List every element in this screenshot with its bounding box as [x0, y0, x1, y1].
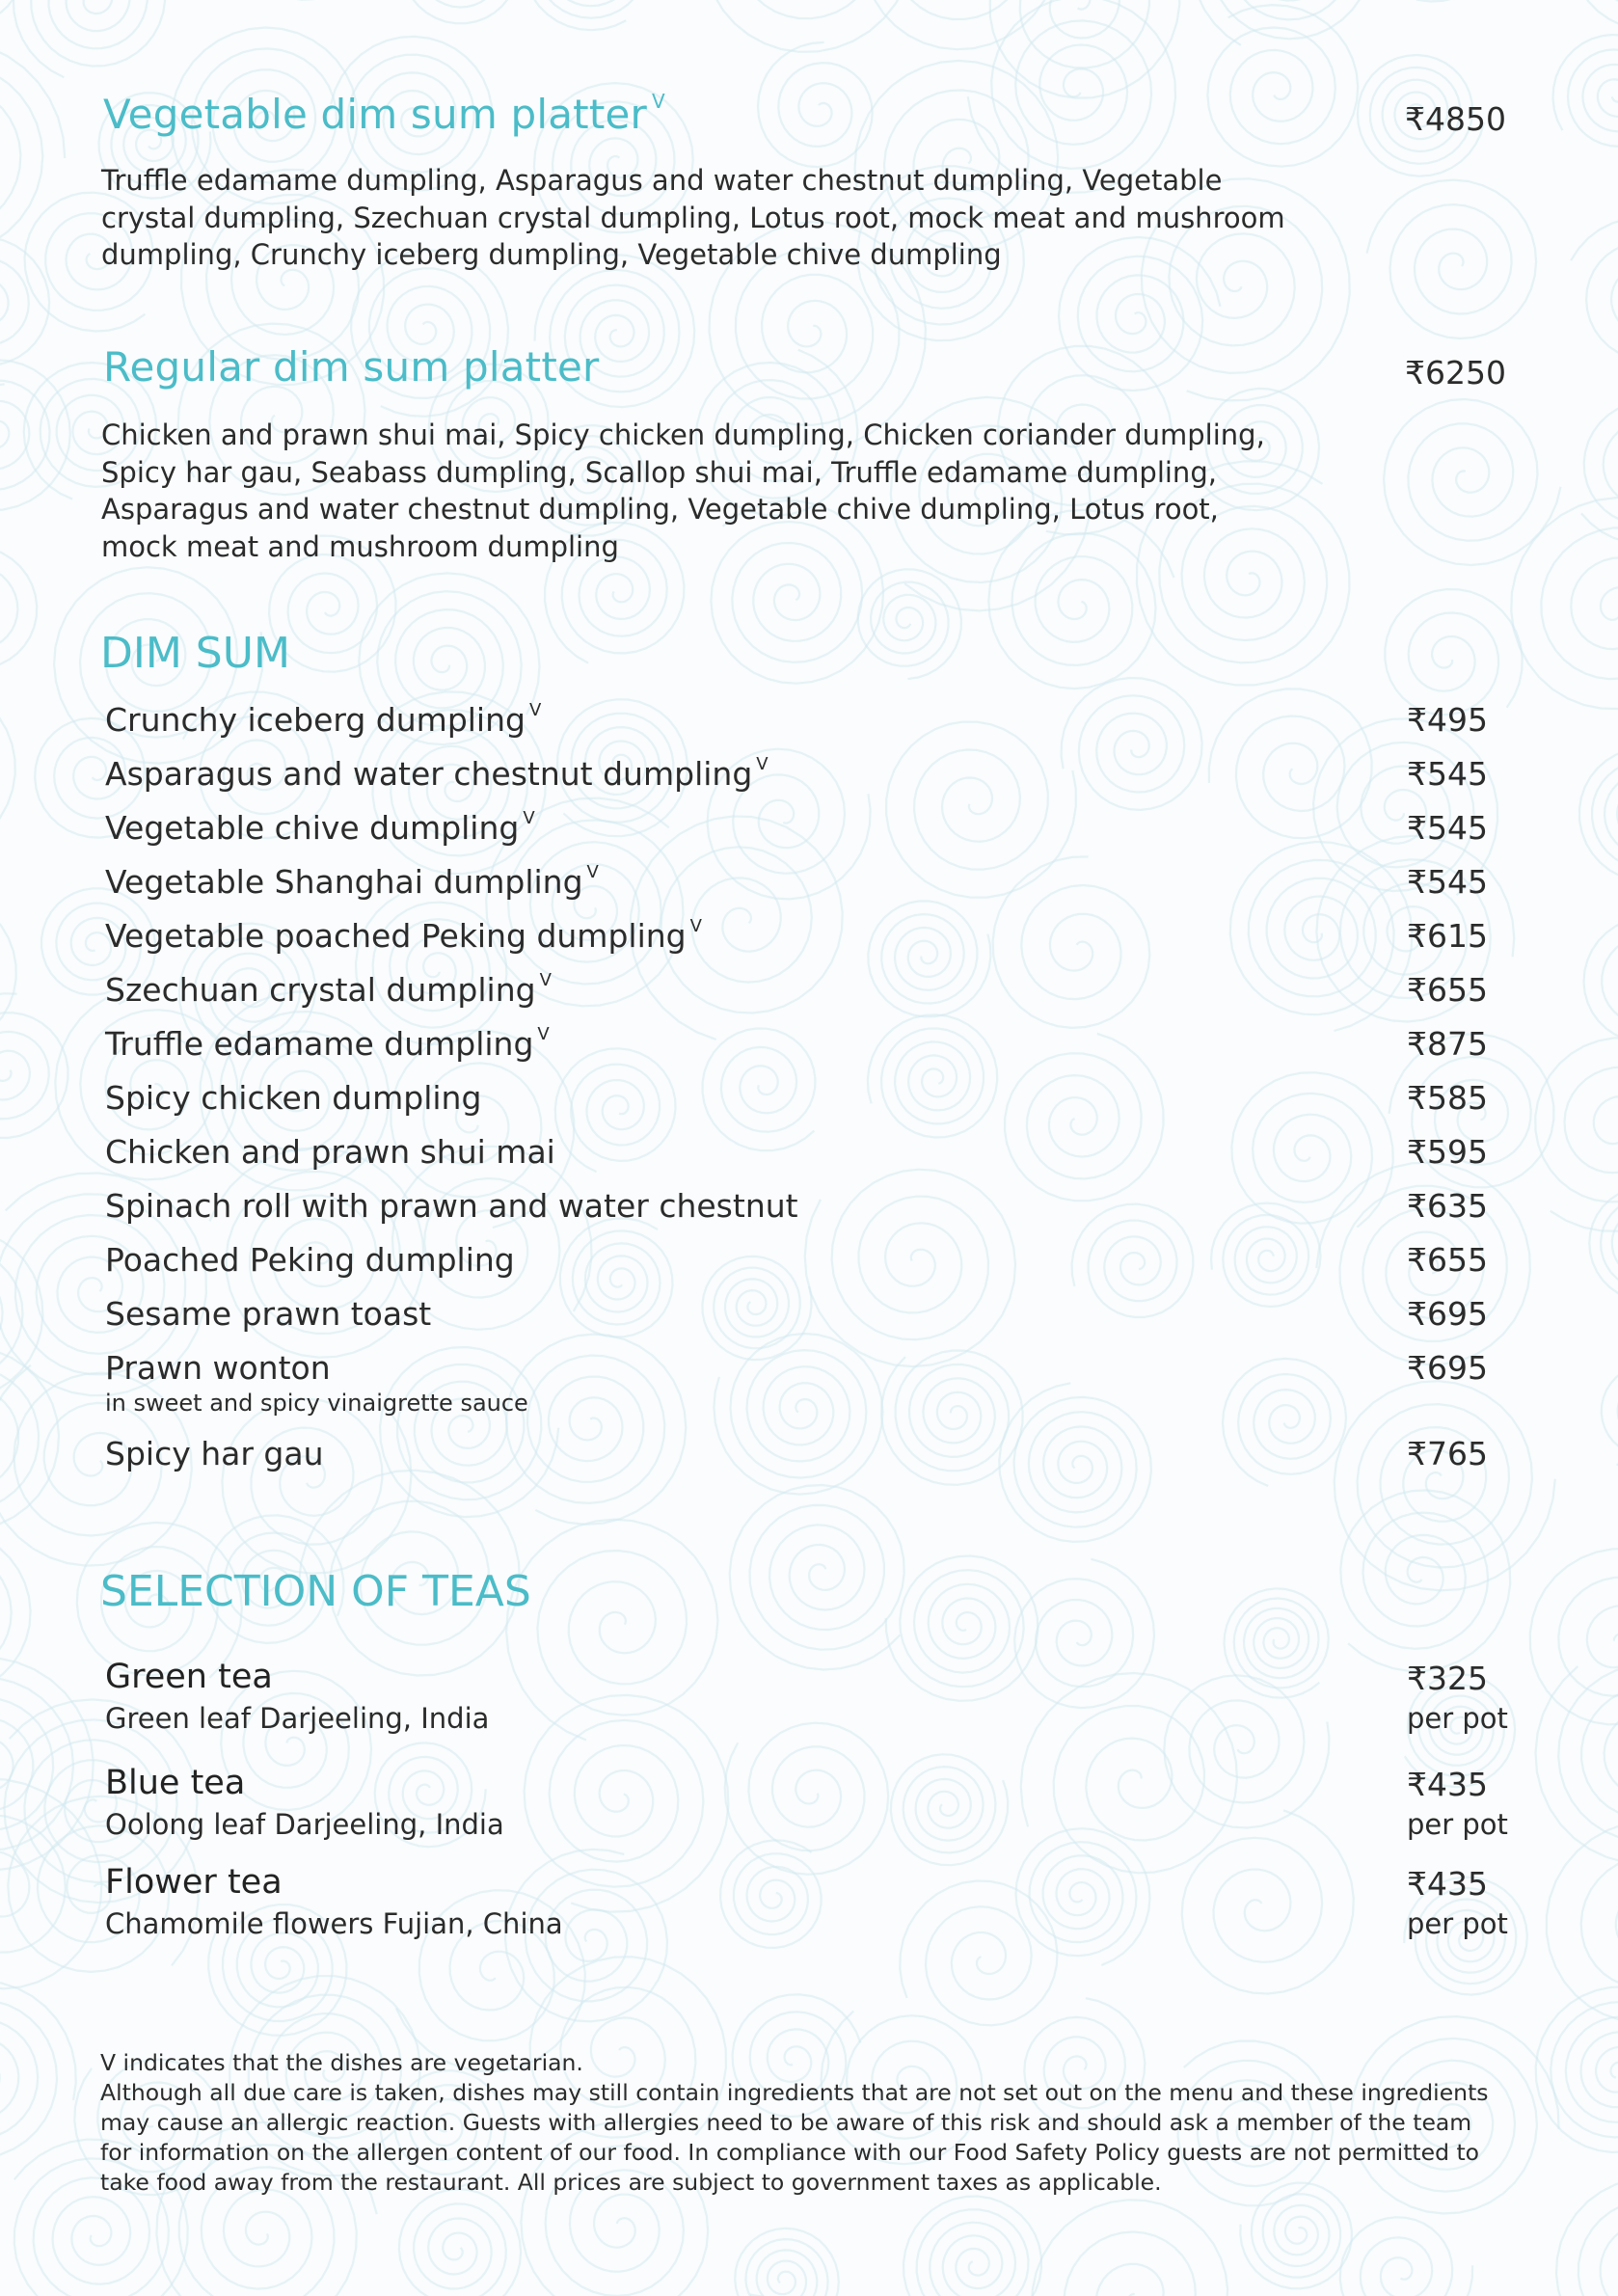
veg-mark: V — [652, 90, 665, 113]
tea-description: Oolong leaf Darjeeling, India — [105, 1808, 504, 1841]
footer-line: V indicates that the dishes are vegetarian. — [100, 2049, 583, 2076]
veg-mark: V — [528, 700, 542, 720]
section-title-teas: SELECTION OF TEAS — [100, 1567, 531, 1616]
menu-item-note: in sweet and spicy vinaigrette sauce — [105, 1390, 528, 1417]
platter-price-regular: ₹6250 — [1405, 354, 1506, 392]
tea-unit: per pot — [1407, 1702, 1508, 1735]
platter-title-vegetable: Vegetable dim sum platter $^V$ — [103, 90, 665, 138]
tea-unit: per pot — [1407, 1907, 1508, 1940]
description-line: Spicy har gau, Seabass dumpling, Scallop shui mai, Truffle edamame dumpling, — [101, 455, 1217, 489]
menu-item-price: ₹655 — [1407, 971, 1488, 1009]
menu-item-name: Spinach roll with prawn and water chestnut — [105, 1187, 798, 1225]
menu-item-price: ₹615 — [1407, 917, 1488, 955]
description-line: mock meat and mushroom dumpling — [101, 529, 619, 563]
menu-item-price: ₹545 — [1407, 809, 1488, 847]
menu-item-price: ₹695 — [1407, 1295, 1488, 1333]
veg-mark: V — [756, 754, 769, 774]
tea-price: ₹435 — [1407, 1865, 1488, 1903]
veg-mark: V — [537, 1024, 550, 1044]
menu-item-price: ₹585 — [1407, 1079, 1488, 1117]
menu-item-name: Poached Peking dumpling — [105, 1241, 515, 1279]
menu-item-price: ₹655 — [1407, 1241, 1488, 1279]
menu-item-name: Crunchy iceberg dumpling $^V$ — [105, 700, 542, 739]
footer-line: Although all due care is taken, dishes may still contain ingredients that are not set out on the menu and these ingredients — [100, 2079, 1489, 2106]
menu-item-price: ₹595 — [1407, 1133, 1488, 1171]
menu-item-price: ₹545 — [1407, 863, 1488, 901]
platter-description-regular — [101, 417, 1265, 565]
tea-name: Blue tea — [105, 1764, 246, 1802]
menu-item-price: ₹495 — [1407, 701, 1488, 739]
menu-item-name: Sesame prawn toast — [105, 1295, 432, 1333]
menu-item-price: ₹765 — [1407, 1435, 1488, 1472]
menu-item-price: ₹635 — [1407, 1187, 1488, 1225]
description-line: crystal dumpling, Szechuan crystal dumpling, Lotus root, mock meat and mushroom — [101, 201, 1285, 234]
section-title-dim-sum: DIM SUM — [100, 629, 290, 678]
veg-mark: V — [689, 916, 702, 936]
footer-line: may cause an allergic reaction. Guests with allergies need to be aware of this risk and should ask a member of the team — [100, 2109, 1472, 2136]
tea-price: ₹325 — [1407, 1660, 1488, 1697]
menu-item-name: Szechuan crystal dumpling $^V$ — [105, 970, 552, 1009]
veg-mark: V — [523, 808, 535, 828]
menu-item-name: Chicken and prawn shui mai — [105, 1133, 555, 1171]
footer-disclaimer — [100, 2048, 1489, 2198]
menu-item-name: Prawn wonton — [105, 1349, 331, 1387]
menu-item-name: Asparagus and water chestnut dumpling $^V$ — [105, 754, 769, 793]
tea-price: ₹435 — [1407, 1766, 1488, 1803]
description-line: Asparagus and water chestnut dumpling, Vegetable chive dumpling, Lotus root, — [101, 493, 1219, 526]
tea-name: Green tea — [105, 1658, 273, 1696]
footer-line: for information on the allergen content of our food. In compliance with our Food Safety Policy guests are not permitted to — [100, 2139, 1480, 2166]
menu-item-name: Spicy har gau — [105, 1435, 324, 1472]
tea-description: Green leaf Darjeeling, India — [105, 1702, 490, 1735]
tea-unit: per pot — [1407, 1808, 1508, 1841]
veg-mark: V — [586, 862, 599, 882]
menu-item-price: ₹695 — [1407, 1349, 1488, 1387]
menu-item-price: ₹875 — [1407, 1025, 1488, 1063]
description-line: dumpling, Crunchy iceberg dumpling, Vegetable chive dumpling — [101, 238, 1002, 271]
menu-item-name: Spicy chicken dumpling — [105, 1079, 482, 1117]
menu-item-name: Truffle edamame dumpling $^V$ — [105, 1024, 550, 1063]
tea-name: Flower tea — [105, 1863, 283, 1902]
footer-line: take food away from the restaurant. All prices are subject to government taxes as applicable. — [100, 2169, 1162, 2196]
platter-title-regular: Regular dim sum platter — [103, 343, 600, 391]
tea-description: Chamomile flowers Fujian, China — [105, 1907, 563, 1940]
platter-description-vegetable — [101, 162, 1285, 274]
description-line: Truffle edamame dumpling, Asparagus and water chestnut dumpling, Vegetable — [101, 164, 1223, 197]
description-line: Chicken and prawn shui mai, Spicy chicken dumpling, Chicken coriander dumpling, — [101, 419, 1265, 451]
veg-mark: V — [539, 970, 552, 990]
menu-item-name: Vegetable poached Peking dumpling $^V$ — [105, 916, 702, 955]
menu-item-price: ₹545 — [1407, 755, 1488, 793]
platter-price-vegetable: ₹4850 — [1405, 100, 1506, 138]
menu-item-name: Vegetable chive dumpling $^V$ — [105, 808, 535, 847]
menu-item-name: Vegetable Shanghai dumpling $^V$ — [105, 862, 599, 901]
